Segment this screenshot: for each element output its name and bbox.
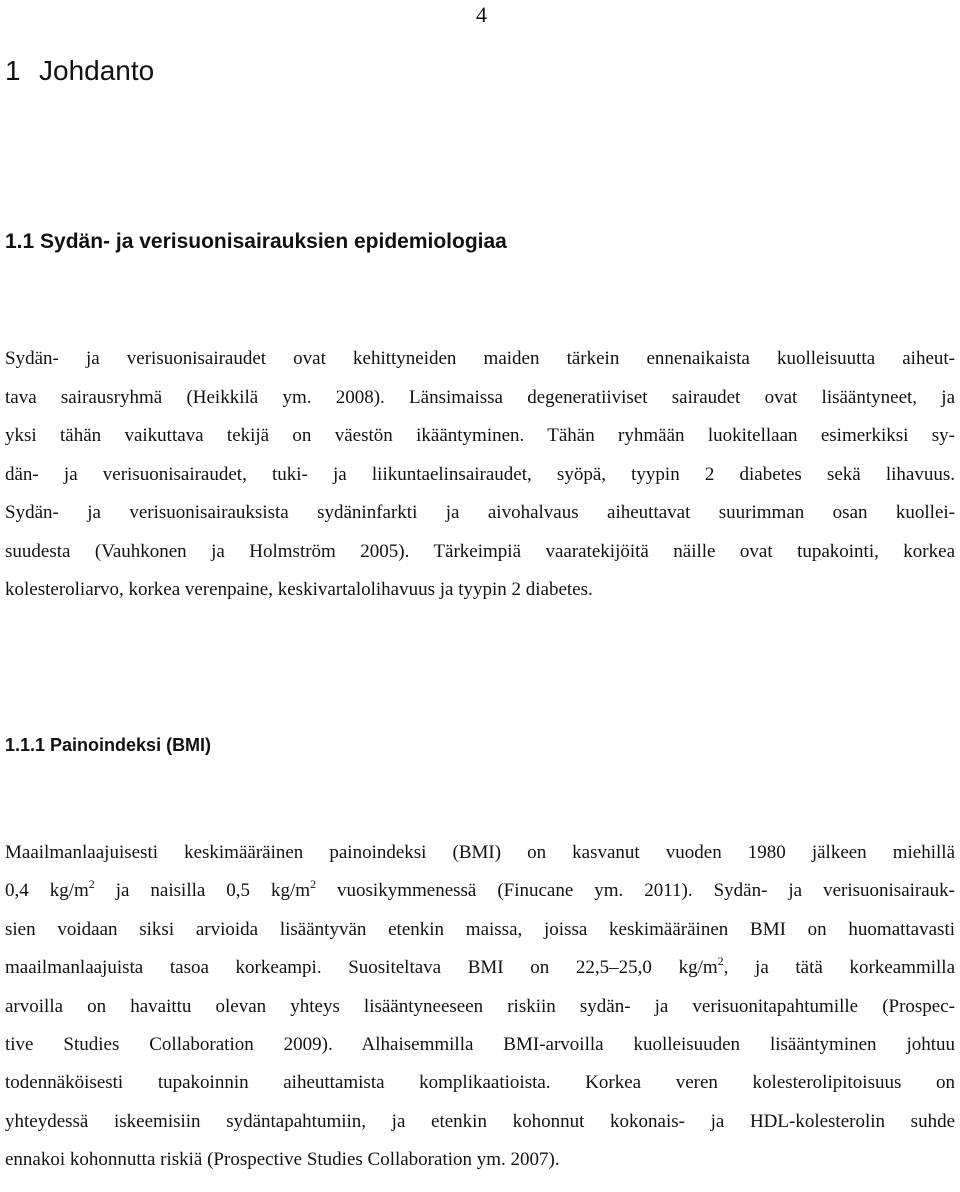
superscript: 2 <box>88 877 95 892</box>
paragraph-line: Maailmanlaajuisesti keskimääräinen painoindeksi (BMI) on kasvanut vuoden 1980 jälkeen miehillä <box>5 842 955 863</box>
paragraph-line: tive Studies Collaboration 2009). Alhaisemmilla BMI-arvoilla kuolleisuuden lisääntyminen johtuu <box>5 1033 955 1055</box>
superscript: 2 <box>717 954 724 969</box>
chapter-title-text: Johdanto <box>39 55 155 86</box>
line-text: maailmanlaajuista tasoa korkeampi. Suositeltava BMI on 22,5–25,0 kg/m <box>5 957 718 979</box>
chapter-number: 1 <box>5 55 21 86</box>
subsection-title: 1.1.1 Painoindeksi (BMI) <box>5 735 212 755</box>
line-text: vuosikymmenessä (Finucane ym. 2011). Sydän- ja verisuonisairauk- <box>316 880 955 902</box>
paragraph-line <box>5 949 955 987</box>
paragraph-line: tava sairausryhmä (Heikkilä ym. 2008). Länsimaissa degeneratiiviset sairaudet ovat lisääntyneet, ja <box>5 386 955 408</box>
paragraph-line: suudesta (Vauhkonen ja Holmström 2005). Tärkeimpiä vaaratekijöitä näille ovat tupakointi, korkea <box>5 540 955 562</box>
paragraph-line: kolesteroliarvo, korkea verenpaine, keskivartalolihavuus ja tyypin 2 diabetes. <box>5 579 593 600</box>
paragraph-line: dän- ja verisuonisairaudet, tuki- ja liikuntaelinsairaudet, syöpä, tyypin 2 diabetes sekä lihavuus. <box>5 463 955 485</box>
chapter-title <box>5 54 154 88</box>
paragraph-line: yksi tähän vaikuttava tekijä on väestön ikääntyminen. Tähän ryhmään luokitellaan esimerkiksi sy- <box>5 425 955 446</box>
subsection-paragraph <box>5 834 955 1180</box>
superscript: 2 <box>310 877 317 892</box>
line-text: , ja tätä korkeammilla <box>723 957 955 979</box>
paragraph-line: Sydän- ja verisuonisairauksista sydäninfarkti ja aivohalvaus aiheuttavat suurimman osan kuollei- <box>5 502 955 523</box>
paragraph-line: sien voidaan siksi arvioida lisääntyvän etenkin maissa, joissa keskimääräinen BMI on huomattavasti <box>5 918 955 940</box>
page-number: 4 <box>476 2 487 27</box>
section-paragraph <box>5 340 955 610</box>
paragraph-line <box>5 872 955 910</box>
section-title: 1.1 Sydän- ja verisuonisairauksien epidemiologiaa <box>5 230 507 253</box>
paragraph-line: Sydän- ja verisuonisairaudet ovat kehittyneiden maiden tärkein ennenaikaista kuolleisuutta aiheut- <box>5 348 955 369</box>
paragraph-line: todennäköisesti tupakoinnin aiheuttamista komplikaatioista. Korkea veren kolesterolipitoisuus on <box>5 1072 955 1094</box>
line-text: 0,4 kg/m <box>5 880 89 902</box>
paragraph-line: yhteydessä iskeemisiin sydäntapahtumiin, ja etenkin kohonnut kokonais- ja HDL-kolesterolin suhde <box>5 1110 955 1132</box>
paragraph-line: arvoilla on havaittu olevan yhteys lisääntyneeseen riskiin sydän- ja verisuonitapahtumille (Prospec- <box>5 995 955 1017</box>
line-text: ja naisilla 0,5 kg/m <box>94 880 311 902</box>
paragraph-line: ennakoi kohonnutta riskiä (Prospective Studies Collaboration ym. 2007). <box>5 1149 560 1171</box>
